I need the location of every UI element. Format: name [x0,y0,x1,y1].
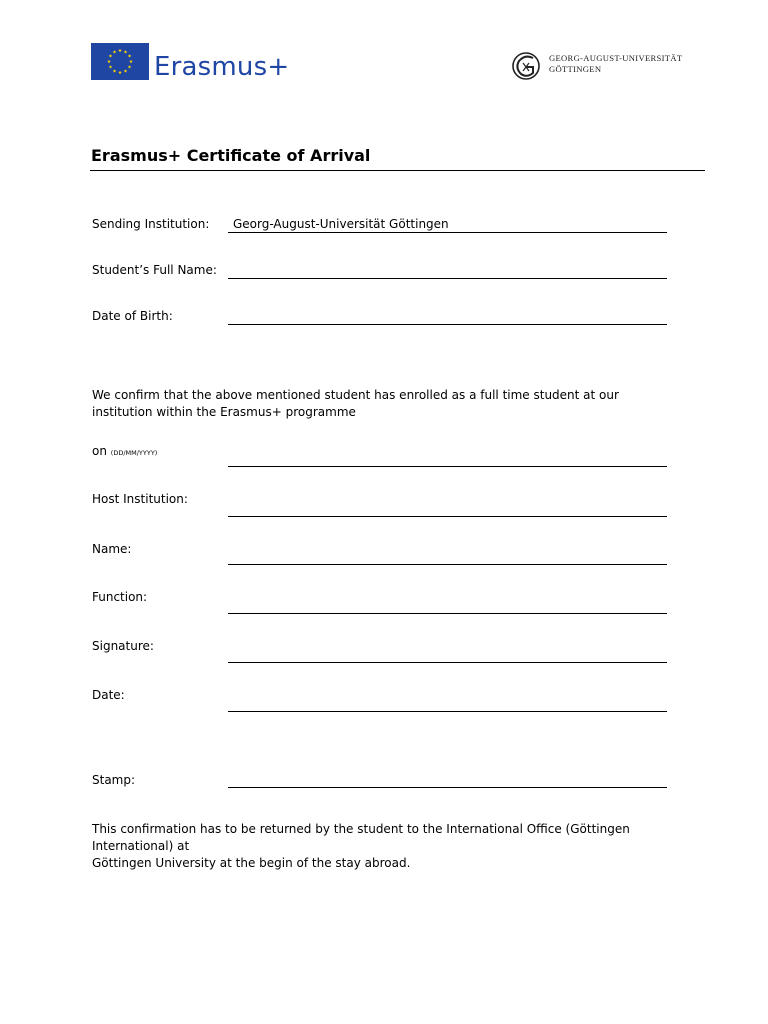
footer-line2: Göttingen University at the begin of the stay abroad. [92,856,411,870]
footer-line1: This confirmation has to be returned by the student to the International Office (Göttingen International) at [92,822,630,853]
stamp-field[interactable] [228,787,667,788]
host-institution-field[interactable] [228,516,667,517]
university-seal-icon [509,49,545,83]
eu-star-icon [109,54,113,57]
erasmus-logo-text: Erasmus+ [154,52,290,82]
eu-stars-icon [91,43,149,80]
eu-star-icon [109,65,113,68]
date-format-hint: (DD/MM/YYYY) [110,449,158,457]
eu-star-icon [128,54,132,57]
enrollment-date-label [92,443,157,461]
date-field[interactable] [228,711,667,712]
eu-star-icon [128,65,132,68]
eu-star-icon [107,60,111,63]
on-label: on [92,444,107,458]
date-label: Date: [92,688,125,702]
eu-star-icon [118,71,122,74]
eu-star-icon [129,60,133,63]
enrollment-date-field[interactable] [228,466,667,467]
eu-star-icon [118,49,122,52]
title-divider [90,170,705,171]
date-of-birth-label: Date of Birth: [92,309,173,323]
sending-institution-label: Sending Institution: [92,217,210,231]
eu-star-icon [124,69,128,72]
confirmation-line1: We confirm that the above mentioned student has enrolled as a full time student at our [92,388,619,402]
footer-note [92,821,712,872]
confirmation-text [92,387,652,421]
host-institution-label: Host Institution: [92,492,188,506]
function-field[interactable] [228,613,667,614]
name-label: Name: [92,542,132,556]
stamp-label: Stamp: [92,773,136,787]
eu-star-icon [124,50,128,53]
confirmation-line2: institution within the Erasmus+ programme [92,405,356,419]
sending-institution-value[interactable]: Georg-August-Universität Göttingen [233,217,449,231]
name-field[interactable] [228,564,667,565]
university-name-line1: GEORG-AUGUST-UNIVERSITÄT [549,53,683,63]
sending-institution-line [228,232,667,233]
students-full-name-label: Student’s Full Name: [92,263,217,277]
document-title: Erasmus+ Certificate of Arrival [91,146,371,165]
signature-label: Signature: [92,639,154,653]
signature-field[interactable] [228,662,667,663]
function-label: Function: [92,590,148,604]
eu-star-icon [113,50,117,53]
date-of-birth-field[interactable] [228,324,667,325]
students-full-name-field[interactable] [228,278,667,279]
eu-flag-icon [91,43,149,80]
university-name-line2: GÖTTINGEN [549,64,602,74]
eu-star-icon [113,69,117,72]
